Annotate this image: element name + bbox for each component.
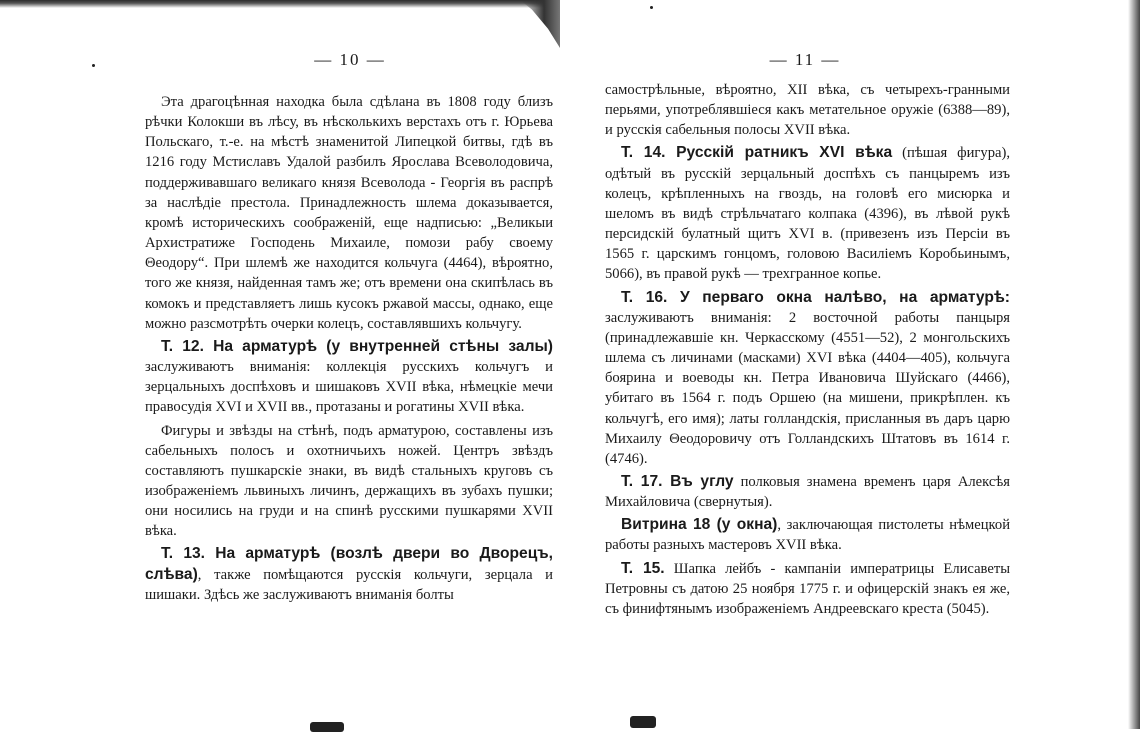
scan-speck <box>92 64 95 67</box>
paragraph-text: (пѣшая фигура), одѣтый въ русскій зерцальный доспѣхъ съ панцыремъ изъ колецъ, крѣпленныхъ на гвоздь, на головѣ его мисюрка и шеломъ въ видѣ стрѣльчатаго колпака (4396), въ лѣвой рукѣ персидскій булатный щитъ XVI в. (привезенъ изъ Персіи въ 1565 г. царскимъ гонцомъ, головою Василіемъ Коробьинымъ, 5066), въ правой рукѣ — трехгранное копье. <box>605 145 1010 283</box>
section-heading-t17: Т. 17. Въ углу <box>621 472 734 490</box>
right-page <box>570 0 1140 729</box>
paragraph-t15 <box>605 559 1010 619</box>
scan-speck <box>650 6 653 9</box>
scan-blot <box>310 722 344 732</box>
paragraph-text: , заключающая пистолеты нѣмецкой работы разныхъ мастеровъ XVII вѣка. <box>605 517 1011 554</box>
paragraph-wall-figures <box>145 421 553 542</box>
paragraph-t16 <box>605 288 1010 469</box>
paragraph-t12 <box>145 337 553 418</box>
paragraph-text: , также помѣщаются русскія кольчуги, зерцала и шишаки. Здѣсь же заслуживаютъ вниманія болты <box>145 566 553 603</box>
scan-blot <box>630 716 656 728</box>
paragraph-text: заслуживаютъ вниманія: 2 восточной работы панцыря (принадлежавшіе кн. Черкасскому (4551—52), 2 монгольскихъ шлема съ личинами (масками) XVI вѣка (4404—405), кольчуга боярина и воеводы кн. Петра Ивановича Шуйскаго (4466), убитаго въ 1564 г. подъ Оршею (на мишени, прикрѣплен. къ кольчугѣ, его имя); латы голландскія, присланныя въ даръ царю Михаилу Θеодоровичу отъ Голландскихъ Штатовъ въ 1614 г. (4746). <box>605 309 1010 467</box>
section-heading-t15: Т. 15. <box>621 559 665 577</box>
section-heading-t12: Т. 12. На арматурѣ (у внутренней стѣны залы) <box>161 337 553 355</box>
paragraph-text: Эта драгоцѣнная находка была сдѣлана въ 1808 году близъ рѣчки Колокши въ лѣсу, въ нѣсколькихъ верстахъ отъ г. Юрьева Польскаго, т.-е. на мѣстѣ знаменитой Липецкой битвы, гдѣ въ 1216 году Мстиславъ Удалой разбилъ Ярослава Всеволодовича, поддерживавшаго великаго князя Всеволода - Георгія въ распрѣ за наслѣдіе престола. Принадлежность шлема доказывается, кромѣ историческихъ соображеній, еще надписью: „Великыи Архистратиже Господень Михаиле, помози рабу своему Θеодору“. При шлемѣ же находится кольчуга (4464), вѣроятно, того же князя, найденная тамъ же; отъ времени она скипѣлась въ комокъ и представляетъ лишь кусокъ ржавой массы, однако, еще можно разсмотрѣть очерки колецъ, составлявшихъ кольчугу. <box>145 94 553 332</box>
section-heading-vitrina-18: Витрина 18 (у окна) <box>621 516 778 534</box>
paragraph-text: полковыя знамена временъ царя Алексѣя Михайловича (свернутыя). <box>605 473 1010 511</box>
paragraph-t13 <box>145 544 553 604</box>
paragraph-vitrina-18 <box>605 515 1010 555</box>
page-number-right: — 11 — <box>769 50 841 69</box>
paragraph-text: самострѣльные, вѣроятно, XII вѣка, съ четырехъ-гранными перьями, употреблявшіеся какъ метательное оружіе (6388—89), и русскія сабельныя полосы XVII вѣка. <box>605 82 1010 139</box>
section-heading-t14: Т. 14. Русскій ратникъ XVI вѣка <box>621 144 893 162</box>
section-heading-t13: Т. 13. На арматурѣ (возлѣ двери во Дворецъ, слѣва) <box>145 545 553 583</box>
paragraph-text: Шапка лейбъ - кампаніи императрицы Елисаветы Петровны съ датою 25 ноября 1775 г. и офицерскій знакъ ея же, съ финифтянымъ изображеніемъ Андреевскаго креста (5045). <box>605 560 1011 617</box>
paragraph-text: заслуживаютъ вниманія: коллекція русскихъ кольчугъ и зерцальныхъ доспѣховъ и шишаковъ XVII вѣка, нѣмецкіе мечи правосудія XVI и XVII вв., протазаны и рогатины XVII вѣка. <box>145 359 553 416</box>
paragraph-continued <box>605 80 1010 140</box>
paragraph-t17 <box>605 472 1010 512</box>
section-heading-t16: Т. 16. У перваго окна налѣво, на арматурѣ: <box>621 288 1010 306</box>
left-page-text <box>145 92 553 605</box>
right-page-text <box>605 80 1010 619</box>
paragraph-t14 <box>605 143 1010 284</box>
paragraph-text: Фигуры и звѣзды на стѣнѣ, подъ арматурою, составлены изъ сабельныхъ полосъ и охотничьихъ ножей. Центръ звѣздъ составляютъ пушкарскіе знаки, въ видѣ стальныхъ круговъ съ изображеніемъ львиныхъ личинъ, держащихъ въ зубахъ пушки; они носились на груди и на спинѣ русскими пушкарями XVII вѣка. <box>145 422 553 540</box>
page-number-left: — 10 — <box>314 50 386 69</box>
left-page <box>0 0 570 729</box>
paragraph-helmet-find <box>145 92 553 334</box>
